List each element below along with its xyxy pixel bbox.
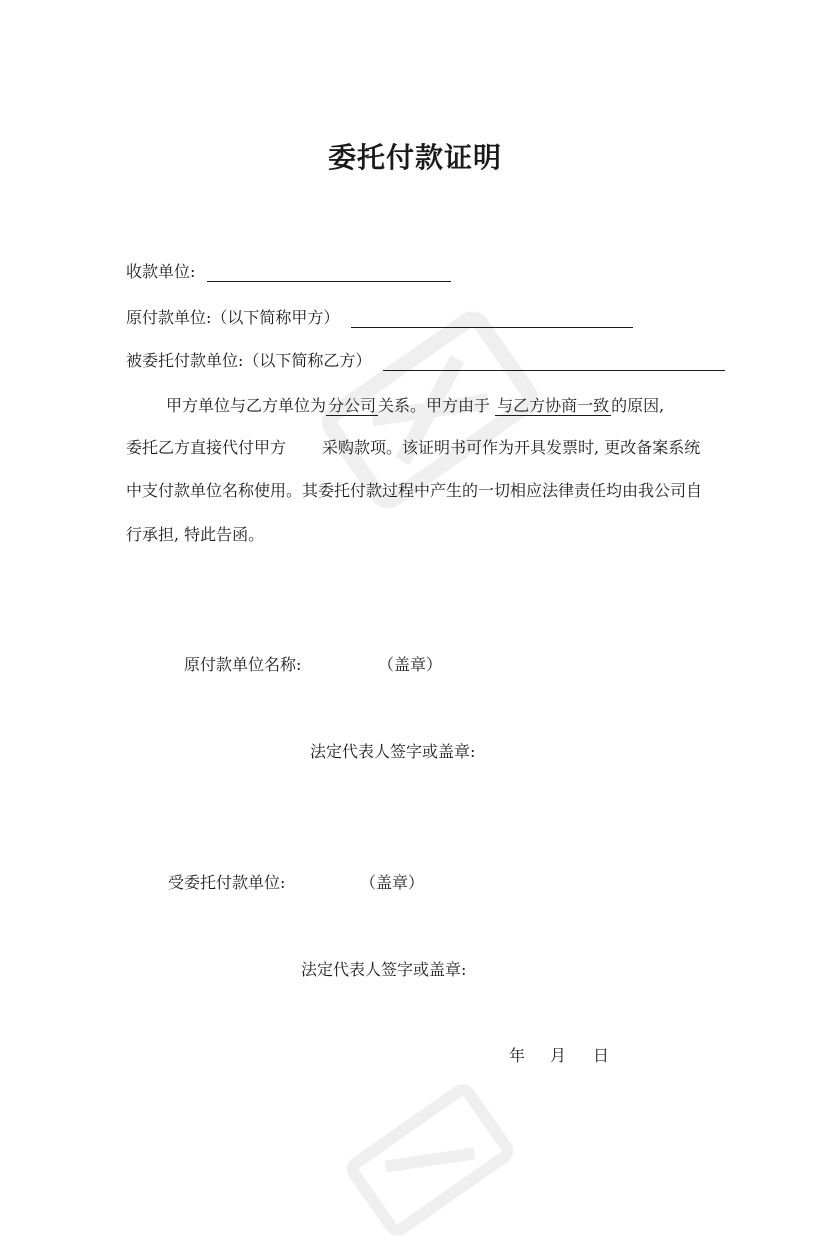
date-day-label: 日: [593, 1046, 610, 1065]
entrusted-payer-label: 被委托付款单位:（以下简称乙方）: [126, 351, 372, 370]
legal-rep-label-2: 法定代表人签字或盖章:: [301, 960, 467, 979]
payee-line: [126, 262, 451, 282]
original-payer-label: 原付款单位:（以下简称甲方）: [126, 308, 340, 327]
page-title: 委托付款证明: [327, 141, 502, 174]
watermark-icon-bottom: [330, 1060, 530, 1260]
reason-value: 与乙方协商一致: [497, 396, 610, 415]
entrusted-payer-line: [126, 351, 725, 371]
body-text-2a: 委托乙方直接代付甲方: [126, 438, 287, 457]
seal-label-2: （盖章）: [360, 873, 425, 892]
seal-label-1: （盖章）: [378, 655, 443, 674]
original-payer-blank[interactable]: [351, 309, 633, 328]
date-year-label: 年: [509, 1046, 526, 1065]
body-line-2: [126, 438, 700, 458]
payee-label: 收款单位:: [126, 262, 196, 281]
original-payer-name-label: 原付款单位名称:: [184, 655, 302, 674]
payee-blank[interactable]: [207, 263, 451, 282]
relationship-value: 分公司: [328, 396, 377, 415]
body-text-1c: 的原因,: [611, 396, 665, 415]
body-text-1a: 甲方单位与乙方单位为: [166, 396, 327, 415]
legal-rep-label-1: 法定代表人签字或盖章:: [310, 742, 476, 761]
body-line-3: 中支付款单位名称使用。其委托付款过程中产生的一切相应法律责任均由我公司自: [126, 481, 703, 500]
date-month-label: 月: [550, 1046, 567, 1065]
entrusted-payer-sign-label: 受委托付款单位:: [168, 873, 286, 892]
body-text-2b: 采购款项。该证明书可作为开具发票时, 更改备案系统: [322, 438, 701, 457]
entrusted-payer-blank[interactable]: [383, 352, 725, 371]
original-payer-line: [126, 308, 633, 328]
body-line-4: 行承担, 特此告函。: [126, 525, 265, 544]
body-line-1: [166, 396, 664, 416]
body-text-1b: 关系。甲方由于: [378, 396, 491, 415]
